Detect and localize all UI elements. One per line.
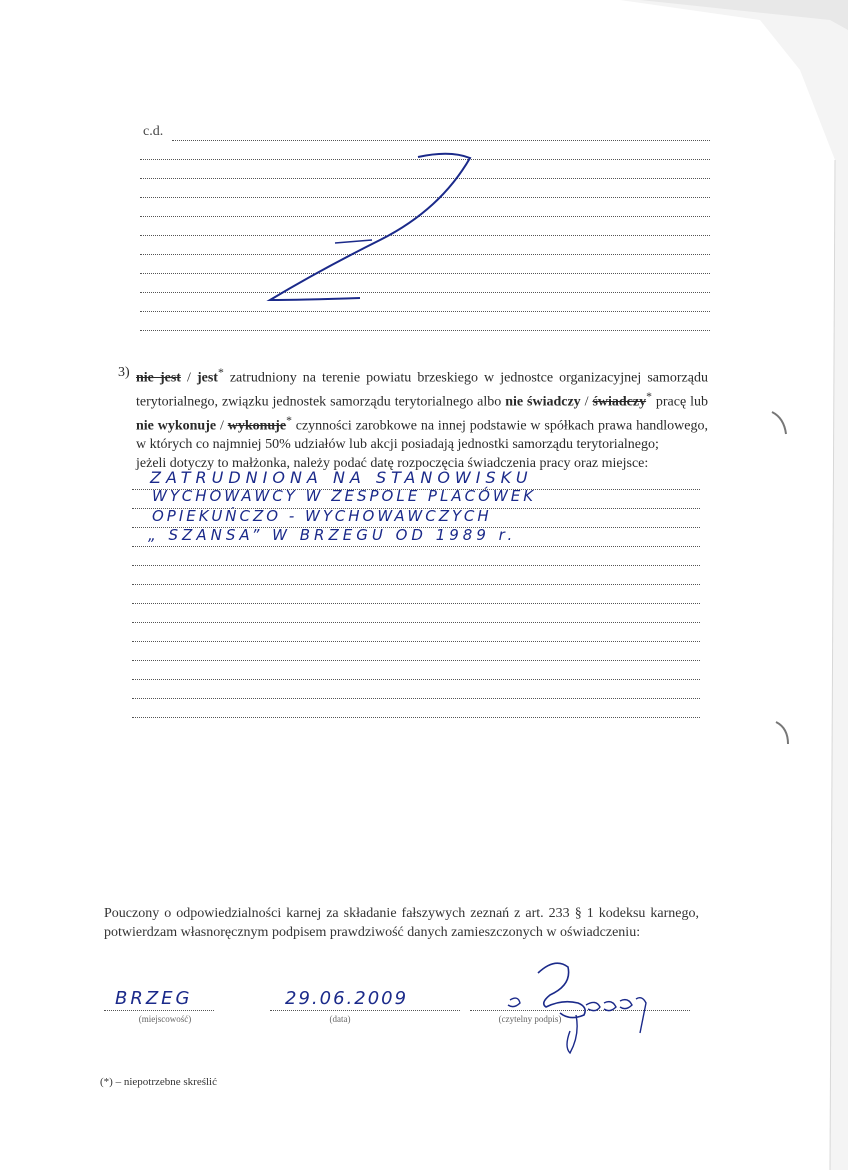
continuation-label: c.d. — [143, 124, 164, 139]
date-line — [270, 1010, 460, 1011]
legal-notice: Pouczony o odpowiedzialności karnej za składanie fałszywych zeznań z art. 233 § 1 kodeksu karnego, potwierdzam własnoręcznym podpisem prawdziwość danych zamieszczonych w oświadczeniu: — [104, 906, 699, 940]
clause-text: zatrudniony na terenie powiatu brzeskiego w jednostce organizacyjnej samorządu terytorialnego, związku jednostek samorządu terytorialnego albo — [136, 370, 708, 410]
place-caption: (miejscowość) — [138, 1014, 192, 1024]
dotted-line — [132, 622, 700, 623]
dotted-line — [132, 546, 700, 547]
struck-option: wykonuje — [227, 418, 287, 434]
dotted-line — [132, 660, 700, 661]
dotted-line — [132, 641, 700, 642]
dotted-line — [132, 698, 700, 699]
clause-text: pracę lub — [651, 394, 708, 410]
clause-text: czynności zarobkowe na innej podstawie w spółkach prawa handlowego, w których co najmniej 50% udziałów lub akcji posiadają jednostki samorządu terytorialnego; — [136, 418, 708, 453]
section-number: 3) — [118, 365, 130, 380]
separator: / — [580, 394, 593, 410]
handwritten-place: BRZEG — [115, 988, 193, 1009]
instruction-text: jeżeli dotyczy to małżonka, należy podać datę rozpoczęcia świadczenia pracy oraz miejsce: — [136, 455, 649, 471]
kept-option: jest — [196, 370, 218, 386]
handwritten-line-4: „ SZANSA” W BRZEGU OD 1989 r. — [148, 526, 517, 544]
separator: / — [180, 370, 197, 386]
date-caption: (data) — [329, 1014, 351, 1024]
handwritten-line-1: ZATRUDNIONA NA STANOWISKU — [150, 468, 533, 487]
separator: / — [216, 418, 228, 434]
signature-caption: (czytelny podpis) — [498, 1014, 562, 1024]
footnote-marker: * — [646, 390, 652, 404]
struck-option: świadczy — [592, 394, 647, 410]
dotted-line — [132, 717, 700, 718]
footnote: (*) – niepotrzebne skreślić — [100, 1076, 217, 1088]
handwritten-line-2: WYCHOWAWCY W ZESPOLE PLACÓWEK — [152, 487, 537, 505]
struck-option: nie jest — [136, 370, 181, 386]
handwritten-signature — [500, 955, 670, 1060]
dotted-line — [132, 603, 700, 604]
dotted-line — [132, 565, 700, 566]
handwritten-line-3: OPIEKUŃCZO - WYCHOWAWCZYCH — [152, 507, 492, 525]
dotted-line — [132, 584, 700, 585]
footnote-marker: * — [217, 366, 224, 379]
kept-option: nie świadczy — [505, 394, 581, 410]
punch-hole-bottom — [772, 718, 792, 748]
section-3-text — [136, 364, 708, 473]
footnote-marker: * — [286, 414, 292, 428]
place-line — [104, 1010, 214, 1011]
section-3 — [118, 364, 708, 473]
punch-hole-top — [768, 408, 788, 438]
handwritten-date: 29.06.2009 — [285, 988, 409, 1009]
dotted-line — [132, 679, 700, 680]
kept-option: nie wykonuje — [136, 418, 217, 434]
